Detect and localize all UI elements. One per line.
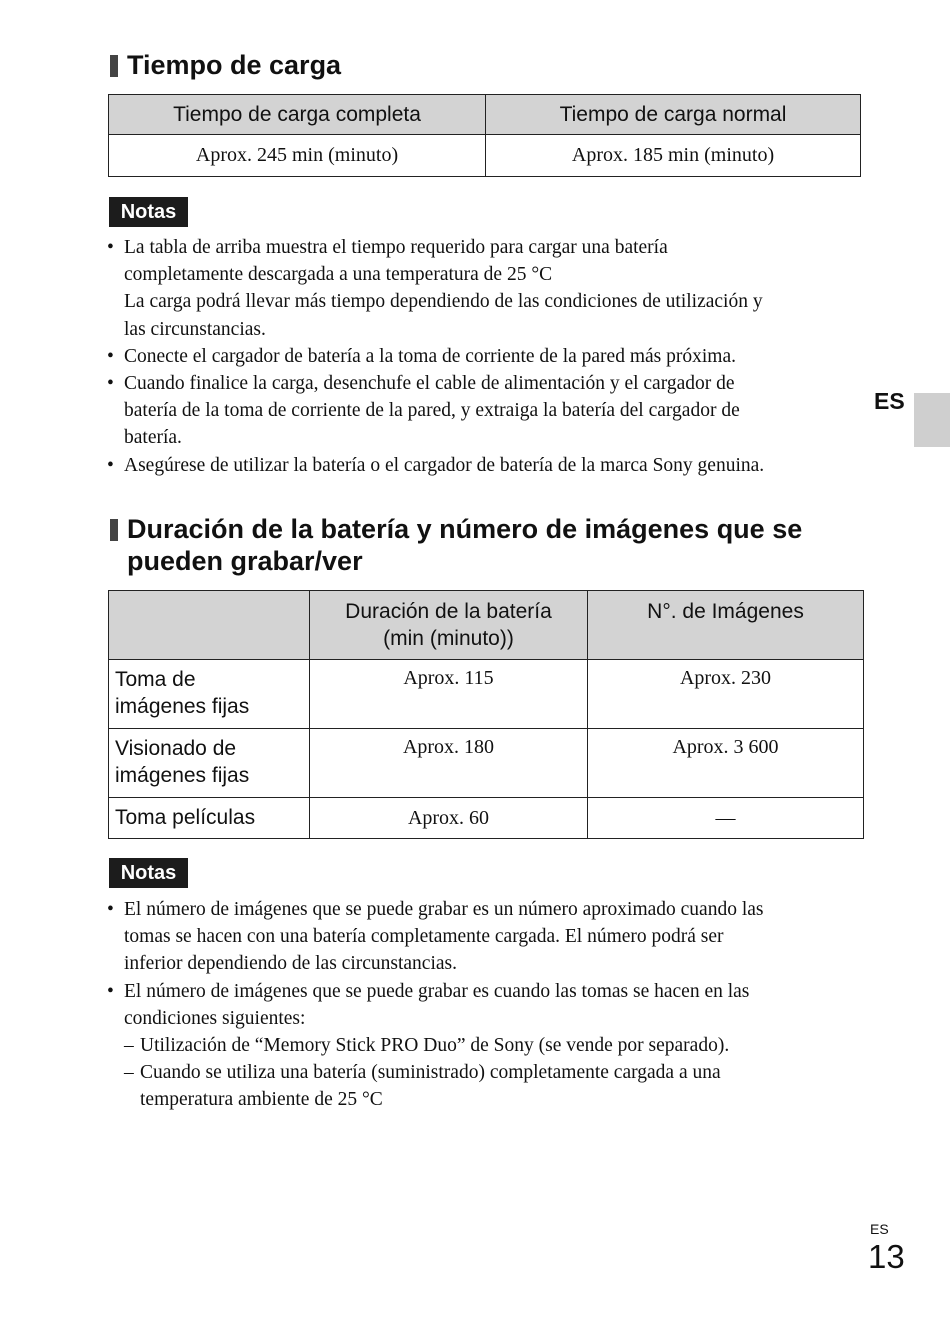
header-normal-charge: Tiempo de carga normal	[486, 95, 861, 135]
cell-images: —	[588, 798, 864, 839]
charging-time-table	[108, 94, 861, 177]
row-label	[109, 660, 310, 729]
table-row	[109, 798, 864, 839]
note-line: completamente descargada a una temperatura de 25 °C	[124, 264, 553, 286]
header-duration-line1: Duración de la batería	[345, 600, 552, 623]
notes-list-charging	[106, 234, 866, 479]
page-number: 13	[868, 1238, 905, 1275]
note-line: El número de imágenes que se puede grabar es cuando las tomas se hacen en las	[124, 980, 750, 1002]
cell-images: Aprox. 3 600	[588, 729, 864, 798]
note-line: Cuando se utiliza una batería (suministrado) completamente cargada a una	[140, 1062, 721, 1084]
list-item	[106, 234, 866, 343]
dash: –	[124, 1062, 134, 1084]
note-line: Utilización de “Memory Stick PRO Duo” de Sony (se vende por separado).	[140, 1035, 730, 1057]
note-line: inferior dependiendo de las circunstancias.	[124, 953, 457, 975]
row-label	[109, 729, 310, 798]
note-line: La carga podrá llevar más tiempo dependiendo de las condiciones de utilización y	[124, 291, 763, 313]
table-row	[109, 660, 864, 729]
table-header-row	[109, 591, 864, 660]
note-line: tomas se hacen con una batería completamente cargada. El número podrá ser	[124, 926, 724, 948]
list-subitem	[124, 1032, 866, 1059]
note-line: batería de la toma de corriente de la pared, y extraiga la batería del cargador de	[124, 400, 740, 422]
language-tab	[914, 393, 950, 447]
section-heading-battery-duration	[110, 513, 802, 577]
list-subitem	[124, 1059, 866, 1113]
list-item	[106, 978, 866, 1032]
note-line: las circunstancias.	[124, 318, 266, 340]
row-label-line: Toma de	[115, 668, 196, 691]
dash: –	[124, 1035, 134, 1057]
cell-duration: Aprox. 115	[310, 660, 588, 729]
notes-badge: Notas	[109, 197, 188, 227]
row-label-line: Visionado de	[115, 737, 237, 760]
cell-normal-charge: Aprox. 185 min (minuto)	[486, 135, 861, 177]
notes-list-battery	[106, 896, 866, 1114]
cell-images: Aprox. 230	[588, 660, 864, 729]
note-line: condiciones siguientes:	[124, 1007, 306, 1029]
row-label	[109, 798, 310, 839]
heading-text-line2: pueden grabar/ver	[127, 546, 363, 576]
cell-duration: Aprox. 60	[310, 798, 588, 839]
list-item	[106, 452, 866, 479]
list-item	[106, 343, 866, 370]
note-line: El número de imágenes que se puede grabar es un número aproximado cuando las	[124, 899, 764, 920]
row-label-line: imágenes fijas	[115, 695, 250, 718]
list-item	[106, 896, 866, 978]
note-line: Cuando finalice la carga, desenchufe el cable de alimentación y el cargador de	[124, 373, 735, 395]
note-line: temperatura ambiente de 25 °C	[140, 1089, 383, 1111]
list-item	[106, 370, 866, 452]
bullet: •	[107, 373, 114, 395]
heading-text-line1: Duración de la batería y número de imágenes que se	[127, 514, 803, 544]
table-header-row	[109, 95, 861, 135]
header-empty	[109, 591, 310, 660]
cell-full-charge: Aprox. 245 min (minuto)	[109, 135, 486, 177]
note-line: batería.	[124, 427, 182, 449]
header-full-charge: Tiempo de carga completa	[109, 95, 486, 135]
heading-text: Tiempo de carga	[127, 50, 342, 80]
note-line: Asegúrese de utilizar la batería o el cargador de batería de la marca Sony genuina.	[124, 454, 765, 476]
language-tab-label: ES	[874, 388, 905, 414]
row-label-line: imágenes fijas	[115, 764, 250, 787]
header-duration	[310, 591, 588, 660]
bullet: •	[107, 980, 114, 1002]
bullet: •	[107, 454, 114, 476]
cell-duration: Aprox. 180	[310, 729, 588, 798]
notes-badge: Notas	[109, 858, 188, 888]
bullet: •	[107, 237, 114, 258]
footer-language: ES	[870, 1221, 889, 1237]
heading-marker	[110, 55, 118, 77]
bullet: •	[107, 899, 114, 920]
table-row	[109, 729, 864, 798]
table-row	[109, 135, 861, 177]
battery-duration-table	[108, 590, 864, 839]
row-label-line: Toma películas	[115, 806, 256, 829]
note-line: Conecte el cargador de batería a la toma de corriente de la pared más próxima.	[124, 345, 736, 367]
header-duration-line2: (min (minuto))	[383, 627, 514, 650]
bullet: •	[107, 345, 114, 367]
section-heading-charging-time	[110, 49, 341, 81]
header-images: N°. de Imágenes	[588, 591, 864, 660]
heading-marker	[110, 519, 118, 541]
note-line: La tabla de arriba muestra el tiempo requerido para cargar una batería	[124, 237, 668, 258]
